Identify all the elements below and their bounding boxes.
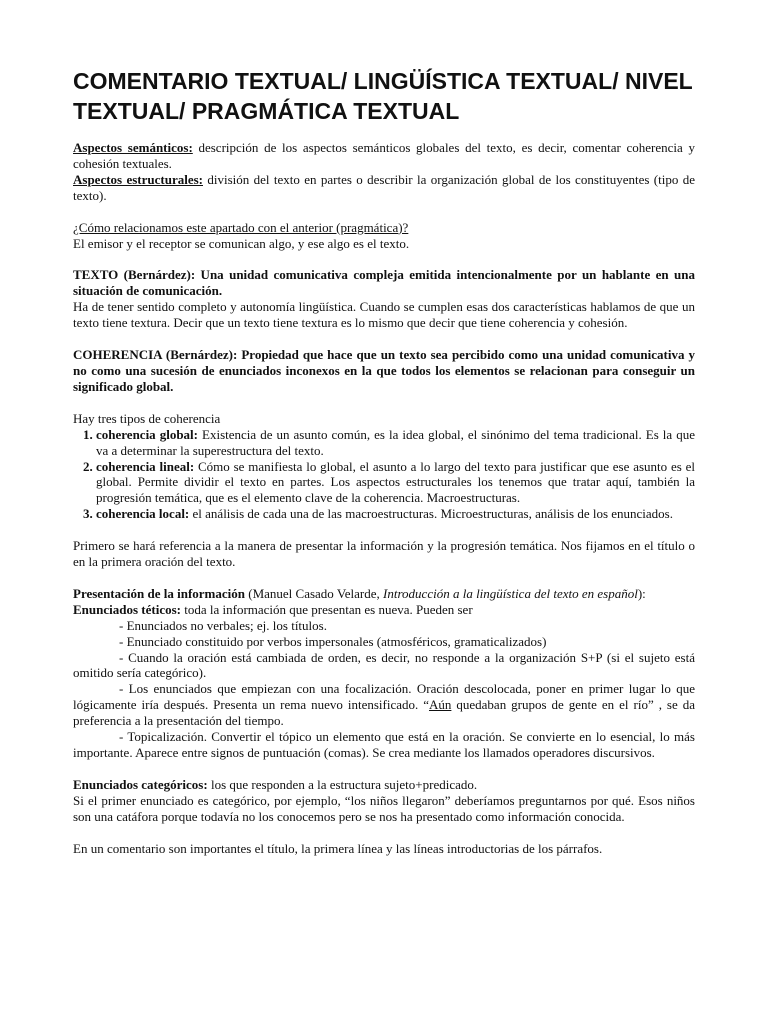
texto-definition (73, 267, 695, 299)
aspectos-semanticos (73, 140, 695, 172)
dash-item-text-end: quedaban grupos de gente en el río” , se da preferencia a la presentación del tiempo. (73, 697, 695, 729)
dash-item-text: - Cuando la oración está cambiada de orden, es decir, no responde a la organización S+P (si el sujeto está omitido sería categórico). (73, 649, 695, 681)
dash-item-text: - Los enunciados que empiezan con una focalización. Oración descolocada, poner en primer lugar lo que lógicamente iría después. Presenta un rema nuevo intensificado. “ (73, 681, 695, 713)
list-item (96, 506, 695, 522)
dash-item: - Enunciados no verbales; ej. los títulos. (119, 617, 327, 633)
primero-paragraph: Primero se hará referencia a la manera de presentar la información y la progresión temática. Nos fijamos en el título o en la primera oración del texto. (73, 538, 695, 570)
dash-item (73, 681, 695, 729)
categoricos-heading (73, 777, 695, 793)
aspectos-estructurales-label: Aspectos estructurales: (73, 171, 203, 187)
aspectos-semanticos-label: Aspectos semánticos: (73, 140, 193, 155)
list-item-text: Cómo se manifiesta lo global, el asunto a lo largo del texto para justificar que ese asunto es el global. Permite dividir el texto en partes. Los aspectos estructurales los tenemos que tratar aquí, también la progresión temática, que es el elemento clave de la coherencia. Macroestructuras. (96, 458, 695, 506)
presentacion-post: ): (637, 585, 646, 601)
teticos-text: toda la información que presentan es nueva. Pueden ser (180, 601, 473, 617)
list-item-label: coherencia local: (96, 506, 190, 522)
presentacion-pre: (Manuel Casado Velarde, (245, 585, 384, 601)
list-item-label: coherencia global: (96, 426, 198, 442)
final-paragraph: En un comentario son importantes el título, la primera línea y las líneas introductorias de los párrafos. (73, 840, 603, 856)
tipos-list (73, 427, 695, 522)
dash-item: - Enunciado constituido por verbos impersonales (atmosféricos, gramaticalizados) (119, 633, 547, 649)
presentacion-label: Presentación de la información (73, 585, 245, 601)
list-item-label: coherencia lineal: (96, 458, 195, 474)
page-title: COMENTARIO TEXTUAL/ LINGÜÍSTICA TEXTUAL/ NIVEL TEXTUAL/ PRAGMÁTICA TEXTUAL (73, 68, 693, 124)
coherencia-definition (73, 347, 695, 395)
list-item-text: Existencia de un asunto común, es la idea global, el sinónimo del tema tradicional. Es la que va a determinar la superestructura del texto. (96, 426, 695, 458)
teticos-label: Enunciados téticos: (73, 601, 181, 617)
answer-line: El emisor y el receptor se comunican algo, y ese algo es el texto. (73, 235, 410, 251)
aspectos-semanticos-text: descripción de los aspectos semánticos globales del texto, es decir, comentar coherencia y cohesión textuales. (73, 140, 695, 171)
presentacion-heading (73, 586, 695, 602)
document-body (73, 140, 695, 857)
texto-definition-bold: TEXTO (Bernárdez): Una unidad comunicativa compleja emitida intencionalmente por un hablante en una situación de comunicación. (73, 267, 695, 299)
book-title: Introducción a la lingüística del texto en español (383, 585, 638, 601)
dash-item (73, 729, 695, 761)
aun-word: Aún (429, 697, 452, 713)
categoricos-text: los que responden a la estructura sujeto+predicado. (207, 776, 478, 792)
dash-item-text: - Topicalización. Convertir el tópico un elemento que está en la oración. Se convierte en lo esencial, lo más importante. Aparece entre signos de puntuación (comas). Se crea mediante los llamados operadores discursivos. (73, 729, 695, 760)
categoricos-label: Enunciados categóricos: (73, 776, 208, 792)
list-item (96, 459, 695, 507)
categoricos-body: Si el primer enunciado es categórico, por ejemplo, “los niños llegaron” deberíamos preguntarnos por qué. Esos niños son una catáfora porque todavía no los conocemos pero se nos ha presentado como información conocida. (73, 792, 695, 824)
aspectos-estructurales (73, 172, 695, 204)
dash-item (73, 650, 695, 682)
list-item-text: el análisis de cada una de las macroestructuras. Microestructuras, análisis de los enunciados. (189, 506, 673, 522)
tipos-intro: Hay tres tipos de coherencia (73, 410, 221, 426)
coherencia-definition-bold: COHERENCIA (Bernárdez): Propiedad que hace que un texto sea percibido como una unidad comunicativa y no como una sucesión de enunciados inconexos en la que todos los elementos se relacionan para conseguir un significado global. (73, 347, 695, 394)
aspectos-estructurales-text: división del texto en partes o describir la organización global de los constituyentes (tipo de texto). (73, 171, 695, 203)
teticos-heading (73, 602, 695, 618)
list-item (96, 427, 695, 459)
texto-body: Ha de tener sentido completo y autonomía lingüística. Cuando se cumplen esas dos características hablamos de que un texto tiene textura. Decir que un texto tiene textura es lo mismo que decir que tiene coherencia y cohesión. (73, 299, 695, 331)
question-line: ¿Cómo relacionamos este apartado con el anterior (pragmática)? (73, 219, 409, 235)
